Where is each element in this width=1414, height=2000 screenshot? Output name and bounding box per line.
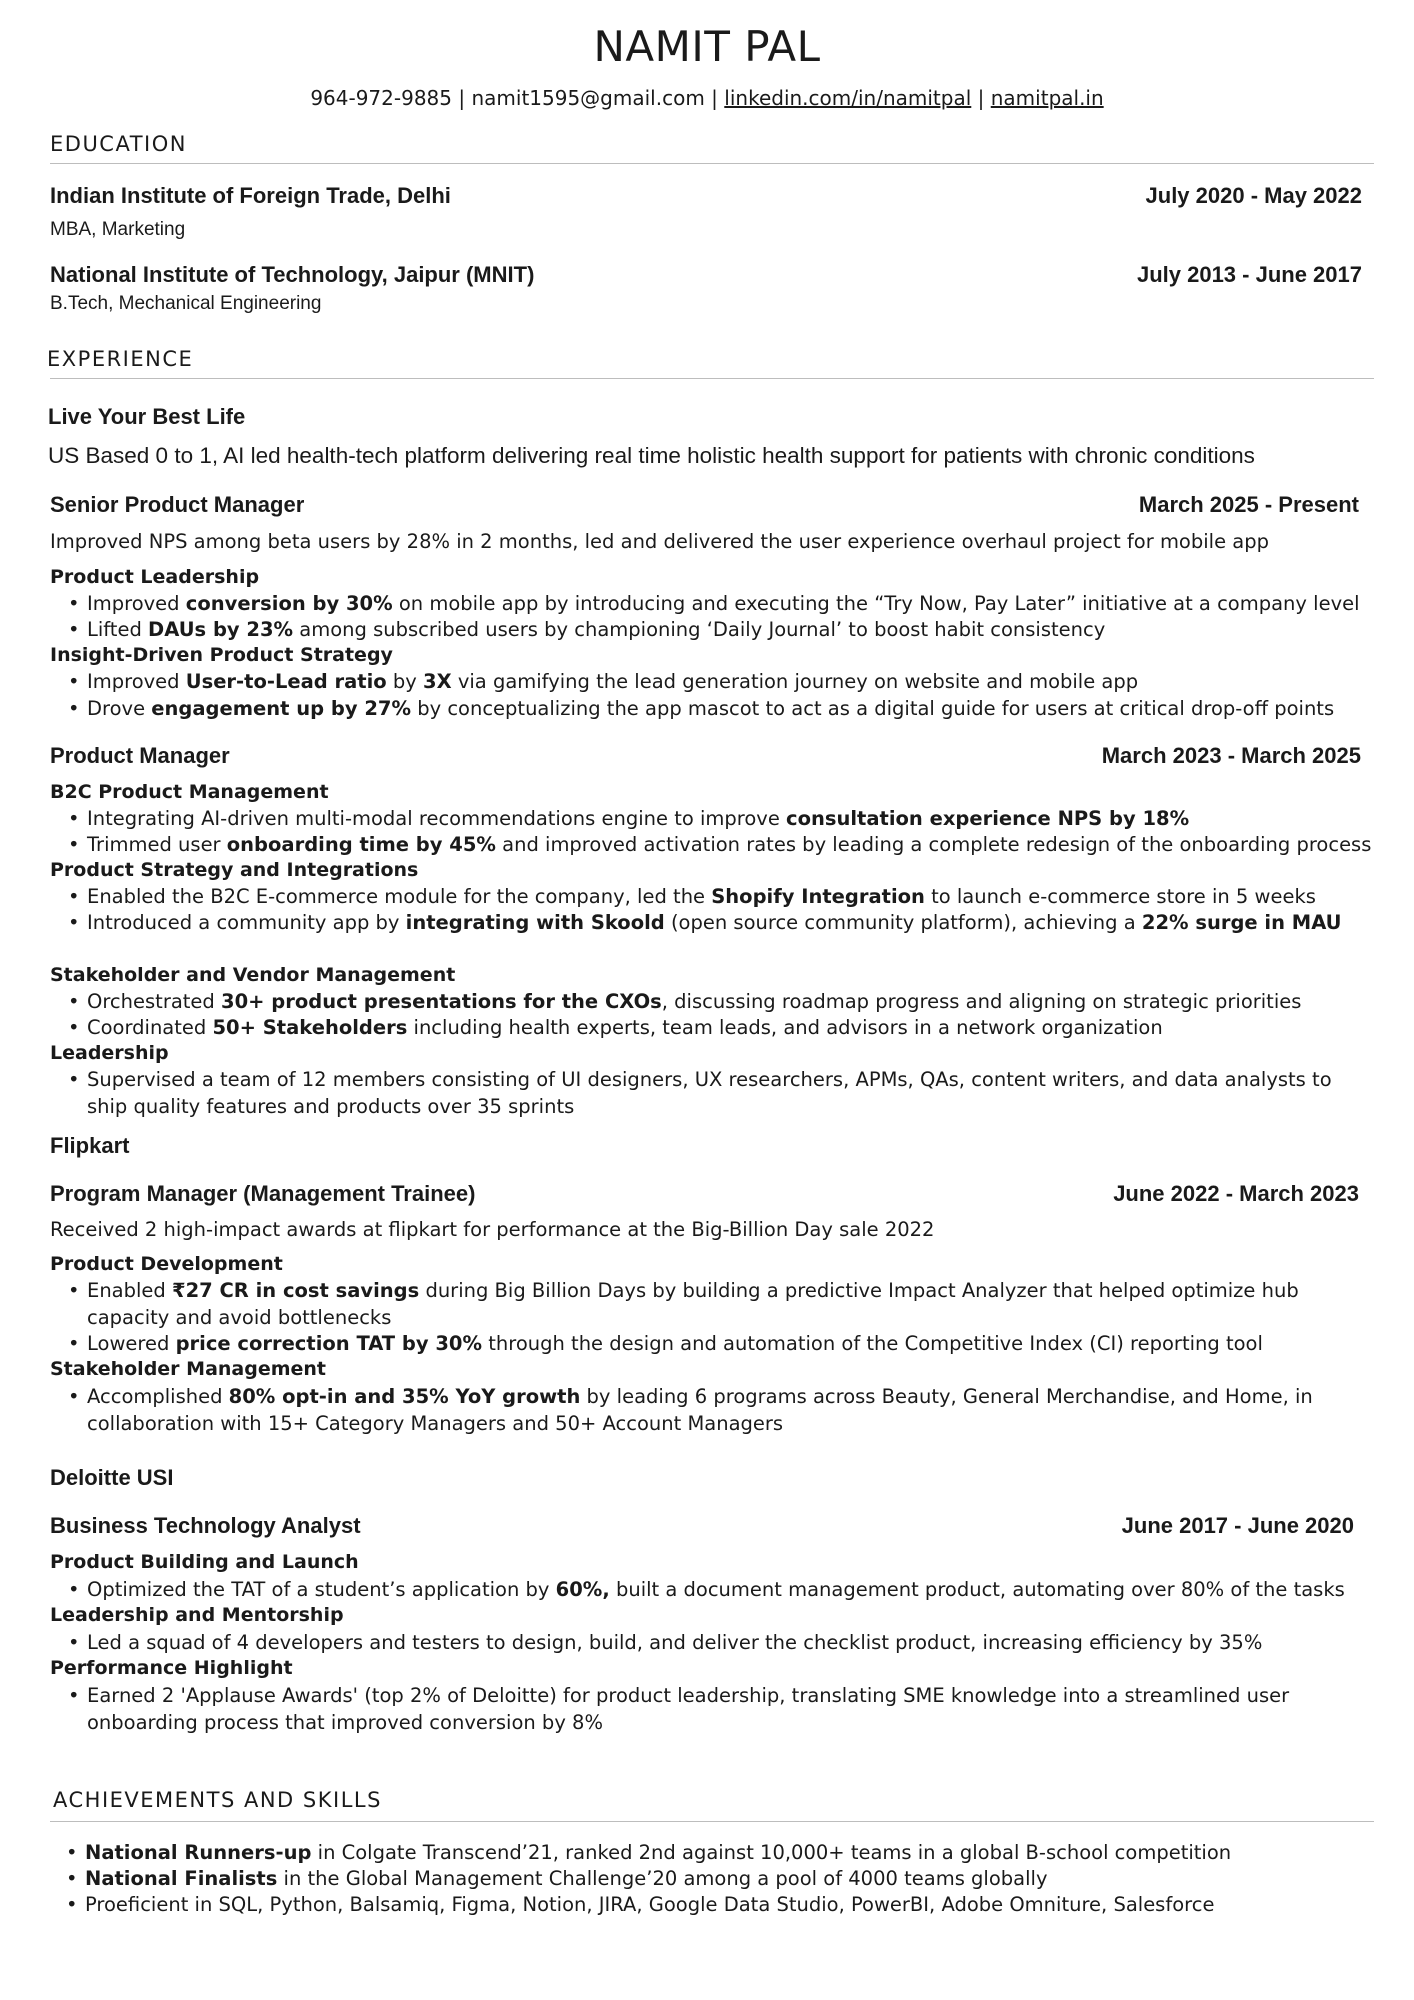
education-school: Indian Institute of Foreign Trade, Delhi <box>50 183 451 208</box>
separator: | <box>977 86 985 110</box>
bullet-item: • Enabled the B2C E-commerce module for the company, led the Shopify Integration to launch e-commerce store in 5 weeks <box>87 884 1316 911</box>
company-description: US Based 0 to 1, AI led health-tech platform delivering real time holistic health support for patients with chronic conditions <box>48 443 1255 468</box>
group-heading: Leadership and Mentorship <box>50 1604 344 1626</box>
bullet-item: • Integrating AI-driven multi-modal recommendations engine to improve consultation experience NPS by 18% <box>87 806 1189 833</box>
group-heading: B2C Product Management <box>50 781 329 803</box>
bullet-item: • Proeficient in SQL, Python, Balsamiq, Figma, Notion, JIRA, Google Data Studio, PowerBI, Adobe Omniture, Salesforce <box>85 1892 1214 1919</box>
role-summary: Received 2 high-impact awards at flipkart for performance at the Big-Billion Day sale 2022 <box>50 1218 935 1241</box>
separator: | <box>458 86 466 110</box>
group-heading: Performance Highlight <box>50 1657 293 1679</box>
bullet-item: • Coordinated 50+ Stakeholders including health experts, team leads, and advisors in a network organization <box>87 1015 1163 1042</box>
bullet-item: • National Runners-up in Colgate Transcend’21, ranked 2nd against 10,000+ teams in a global B-school competition <box>85 1840 1231 1867</box>
bullet-item: • National Finalists in the Global Management Challenge’20 among a pool of 4000 teams globally <box>85 1866 1047 1893</box>
bullet-item: • Led a squad of 4 developers and testers to design, build, and deliver the checklist product, increasing efficiency by 35% <box>87 1630 1262 1657</box>
bullet-item: • Supervised a team of 12 members consisting of UI designers, UX researchers, APMs, QAs, content writers, and data analysts to ship quality features and products over 35 sprints <box>87 1067 1377 1120</box>
education-heading: EDUCATION <box>50 132 187 156</box>
role-dates: June 2022 - March 2023 <box>1113 1181 1359 1206</box>
education-school: National Institute of Technology, Jaipur (MNIT) <box>50 262 535 287</box>
bullet-item: • Earned 2 'Applause Awards' (top 2% of Deloitte) for product leadership, translating SME knowledge into a streamlined user onboarding process that improved conversion by 8% <box>87 1683 1377 1736</box>
group-heading: Insight-Driven Product Strategy <box>50 644 393 666</box>
group-heading: Stakeholder Management <box>50 1358 327 1380</box>
section-divider <box>50 378 1374 379</box>
role-title: Product Manager <box>50 743 230 768</box>
group-heading: Stakeholder and Vendor Management <box>50 964 456 986</box>
bullet-item: • Lifted DAUs by 23% among subscribed users by championing ‘Daily Journal’ to boost habit consistency <box>87 617 1105 644</box>
role-dates: June 2017 - June 2020 <box>1121 1513 1354 1538</box>
group-heading: Product Building and Launch <box>50 1551 359 1573</box>
achievements-heading: ACHIEVEMENTS AND SKILLS <box>53 1788 382 1812</box>
company-name: Deloitte USI <box>50 1465 174 1490</box>
education-degree: MBA, Marketing <box>50 219 186 240</box>
bullet-item: • Enabled ₹27 CR in cost savings during Big Billion Days by building a predictive Impact Analyzer that helped optimize hub capacity and avoid bottlenecks <box>87 1278 1377 1331</box>
email: namit1595@gmail.com <box>471 86 705 110</box>
bullet-item: • Trimmed user onboarding time by 45% and improved activation rates by leading a complete redesign of the onboarding process <box>87 832 1371 859</box>
experience-heading: EXPERIENCE <box>47 347 194 371</box>
group-heading: Leadership <box>50 1042 169 1064</box>
role-title: Business Technology Analyst <box>50 1513 361 1538</box>
company-name: Flipkart <box>50 1133 130 1158</box>
separator: | <box>711 86 718 110</box>
bullet-item: • Improved User-to-Lead ratio by 3X via gamifying the lead generation journey on website and mobile app <box>87 669 1138 696</box>
bullet-item: • Lowered price correction TAT by 30% through the design and automation of the Competitive Index (CI) reporting tool <box>87 1331 1263 1358</box>
bullet-item: • Introduced a community app by integrating with Skoold (open source community platform), achieving a 22% surge in MAU <box>87 910 1377 937</box>
role-dates: March 2025 - Present <box>1138 492 1359 517</box>
phone: 964-972-9885 <box>310 86 452 110</box>
education-dates: July 2013 - June 2017 <box>1136 262 1362 287</box>
group-heading: Product Strategy and Integrations <box>50 859 419 881</box>
candidate-name: NAMIT PAL <box>593 22 821 71</box>
group-heading: Product Leadership <box>50 566 260 588</box>
role-title: Program Manager (Management Trainee) <box>50 1181 476 1206</box>
bullet-item: • Accomplished 80% opt-in and 35% YoY growth by leading 6 programs across Beauty, General Merchandise, and Home, in collaboration with 15+ Category Managers and 50+ Account Managers <box>87 1384 1377 1437</box>
website-link[interactable]: namitpal.in <box>990 86 1104 110</box>
bullet-item: • Improved conversion by 30% on mobile app by introducing and executing the “Try Now, Pay Later” initiative at a company level <box>87 591 1360 618</box>
role-summary: Improved NPS among beta users by 28% in 2 months, led and delivered the user experience overhaul project for mobile app <box>50 530 1269 553</box>
role-dates: March 2023 - March 2025 <box>1101 743 1361 768</box>
bullet-item: • Optimized the TAT of a student’s application by 60%, built a document management product, automating over 80% of the tasks <box>87 1577 1345 1604</box>
education-dates: July 2020 - May 2022 <box>1145 183 1362 208</box>
bullet-item: • Drove engagement up by 27% by conceptualizing the app mascot to act as a digital guide for users at critical drop-off points <box>87 696 1334 723</box>
section-divider <box>50 163 1374 164</box>
group-heading: Product Development <box>50 1253 283 1275</box>
education-degree: B.Tech, Mechanical Engineering <box>50 293 322 314</box>
role-title: Senior Product Manager <box>50 492 305 517</box>
company-name: Live Your Best Life <box>48 404 246 429</box>
bullet-item: • Orchestrated 30+ product presentations for the CXOs, discussing roadmap progress and aligning on strategic priorities <box>87 989 1301 1016</box>
contact-line <box>0 86 1414 110</box>
linkedin-link[interactable]: linkedin.com/in/namitpal <box>724 86 972 110</box>
section-divider <box>50 1821 1374 1822</box>
